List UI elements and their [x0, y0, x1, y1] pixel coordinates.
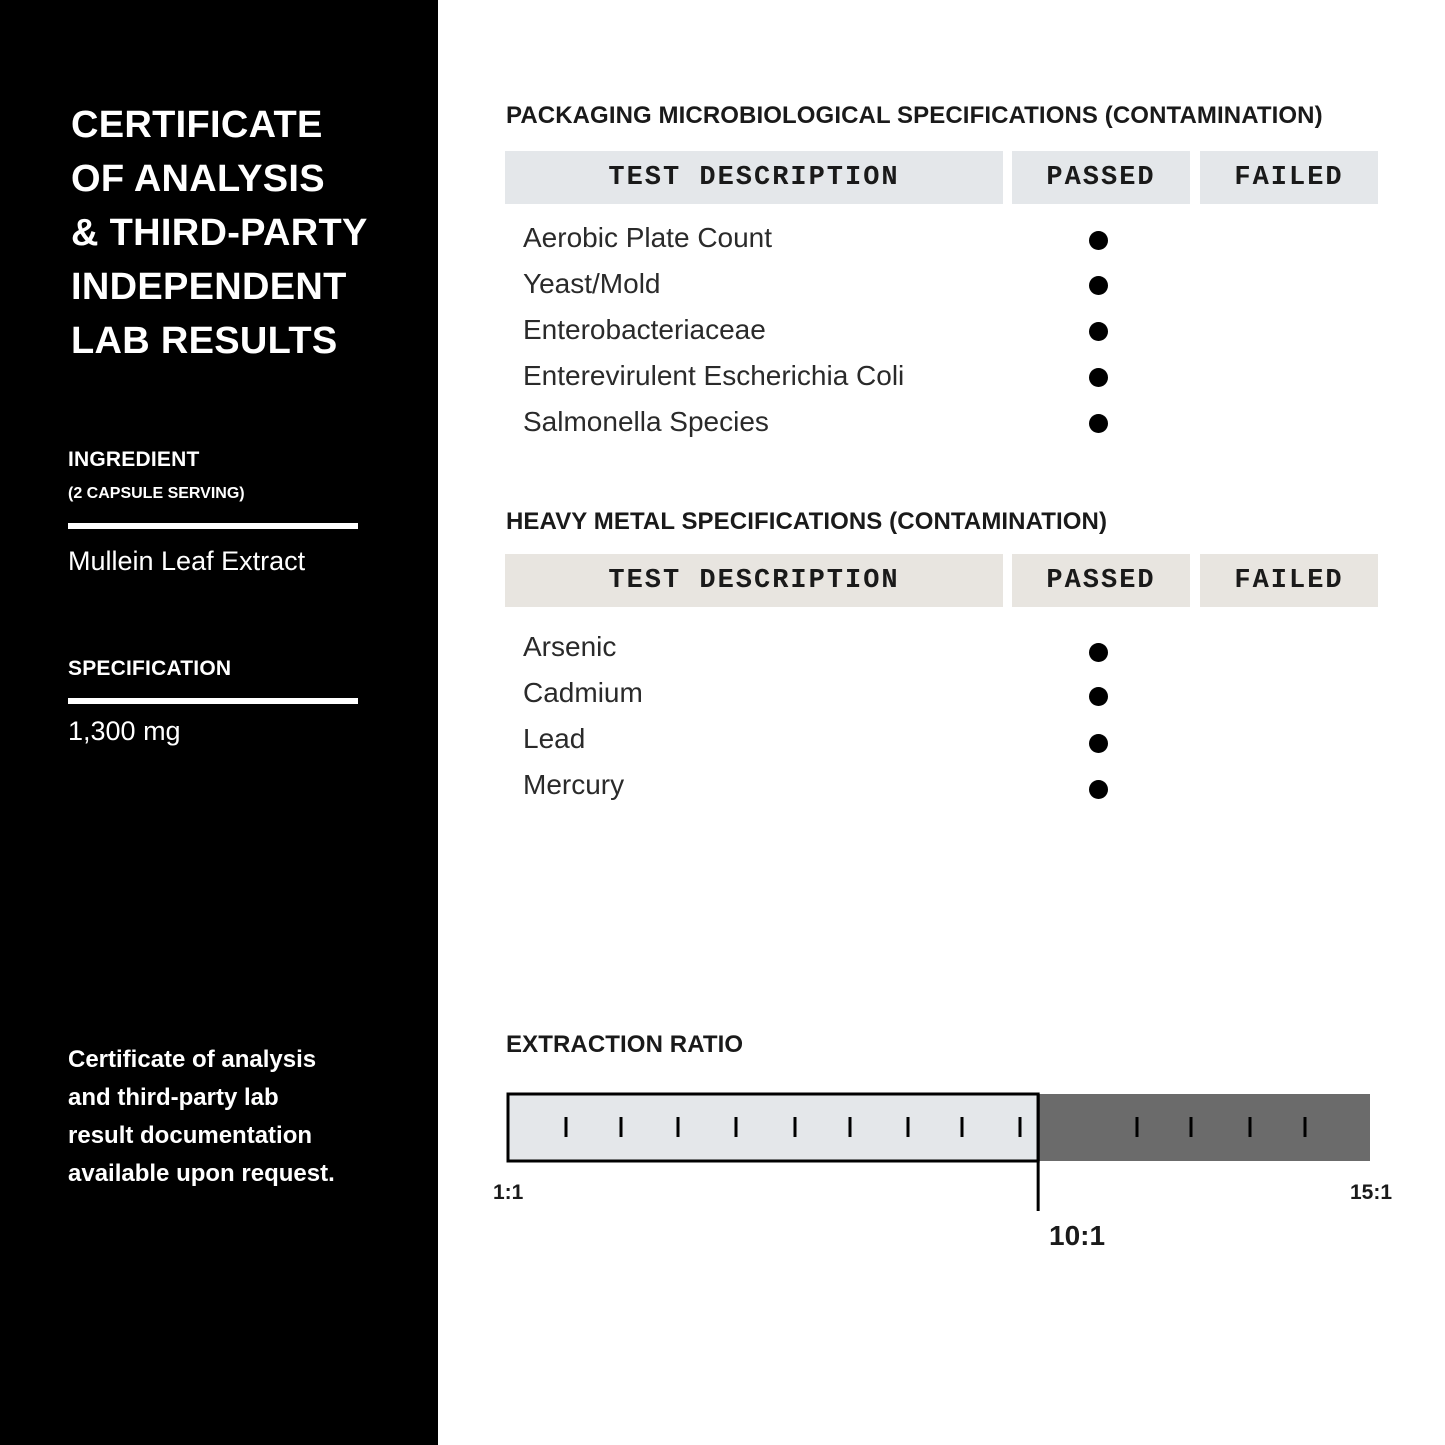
- micro-header-description: TEST DESCRIPTION: [505, 151, 1003, 204]
- ratio-value-label: 10:1: [1049, 1220, 1106, 1251]
- note-line: Certificate of analysis: [68, 1046, 317, 1073]
- passed-indicator: [1089, 368, 1108, 387]
- availability-note: [68, 1041, 388, 1193]
- micro-header-failed: FAILED: [1200, 151, 1378, 204]
- divider: [68, 698, 358, 704]
- passed-indicator: [1089, 780, 1108, 799]
- page-title: [71, 98, 411, 368]
- metals-header-passed: PASSED: [1012, 554, 1190, 607]
- passed-indicator: [1089, 734, 1108, 753]
- title-line: CERTIFICATE: [71, 104, 323, 146]
- specification-label: SPECIFICATION: [68, 657, 232, 680]
- title-line: INDEPENDENT: [71, 266, 347, 308]
- metal-test-name: Lead: [523, 723, 586, 754]
- passed-indicator: [1089, 276, 1108, 295]
- metals-header-failed: FAILED: [1200, 554, 1378, 607]
- ingredient-label: INGREDIENT: [68, 448, 200, 471]
- ratio-min-label: 1:1: [493, 1181, 524, 1204]
- title-line: OF ANALYSIS: [71, 158, 325, 200]
- extraction-ratio-scale: [490, 1080, 1393, 1215]
- note-line: available upon request.: [68, 1160, 335, 1187]
- ingredient-sublabel: (2 CAPSULE SERVING): [68, 485, 245, 502]
- title-line: & THIRD-PARTY: [71, 212, 368, 254]
- micro-test-name: Enterevirulent Escherichia Coli: [523, 360, 905, 391]
- ratio-filled-segment: [508, 1094, 1038, 1161]
- passed-indicator: [1089, 643, 1108, 662]
- ratio-max-label: 15:1: [1350, 1181, 1393, 1204]
- passed-indicator: [1089, 322, 1108, 341]
- extraction-title: EXTRACTION RATIO: [506, 1031, 744, 1058]
- micro-test-name: Yeast/Mold: [523, 268, 661, 299]
- metals-section-title: HEAVY METAL SPECIFICATIONS (CONTAMINATION): [506, 508, 1108, 535]
- specification-value: 1,300 mg: [68, 716, 181, 746]
- micro-section-title: PACKAGING MICROBIOLOGICAL SPECIFICATIONS (CONTAMINATION): [506, 102, 1323, 129]
- micro-header-passed: PASSED: [1012, 151, 1190, 204]
- note-line: result documentation: [68, 1122, 313, 1149]
- divider: [68, 523, 358, 529]
- note-line: and third-party lab: [68, 1084, 279, 1111]
- passed-indicator: [1089, 231, 1108, 250]
- metal-test-name: Cadmium: [523, 677, 643, 708]
- passed-indicator: [1089, 687, 1108, 706]
- metal-test-name: Mercury: [523, 769, 625, 800]
- ingredient-value: Mullein Leaf Extract: [68, 546, 306, 576]
- metal-test-name: Arsenic: [523, 631, 617, 662]
- micro-test-name: Salmonella Species: [523, 406, 769, 437]
- metals-header-description: TEST DESCRIPTION: [505, 554, 1003, 607]
- passed-indicator: [1089, 414, 1108, 433]
- sidebar: [0, 0, 438, 1445]
- title-line: LAB RESULTS: [71, 320, 338, 362]
- micro-test-name: Aerobic Plate Count: [523, 222, 773, 253]
- micro-test-name: Enterobacteriaceae: [523, 314, 766, 345]
- ratio-remaining-segment: [1038, 1094, 1370, 1161]
